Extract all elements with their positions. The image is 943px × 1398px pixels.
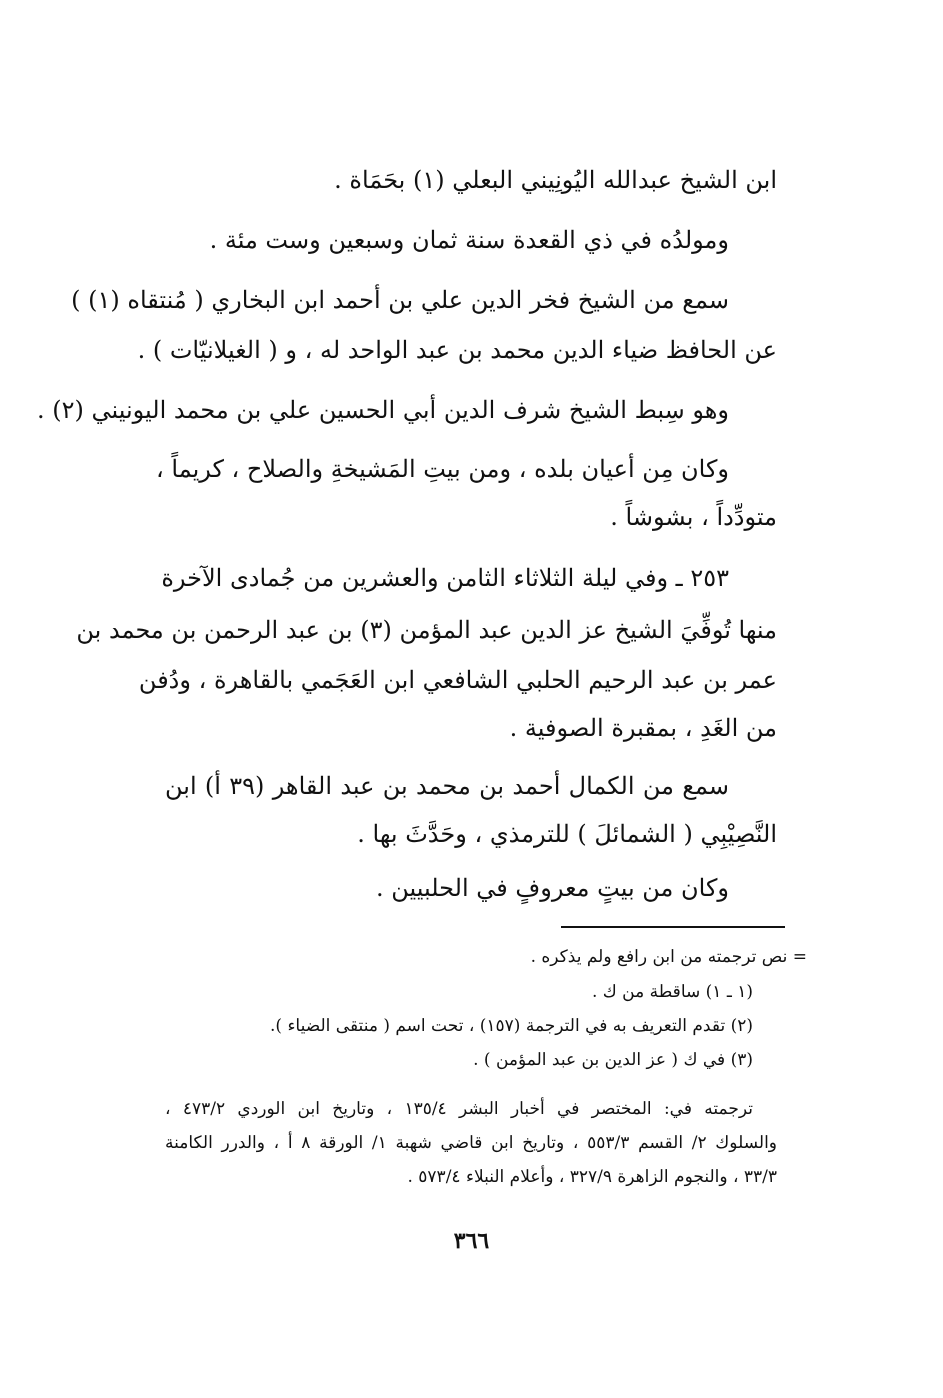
body-line-1: ابن الشيخ عبدالله اليُونِيني البعلي (١) بحَمَاة .: [334, 166, 777, 194]
footnote-2: (٢) تقدم التعريف به في الترجمة (١٥٧) ، تحت اسم ( منتقى الضياء ).: [270, 1016, 753, 1036]
footnote-3: (٣) في ك ( عز الدين بن عبد المؤمن ) .: [473, 1050, 753, 1070]
footnote-separator: [561, 926, 785, 928]
entry-253-heading-line: ٢٥٣ ـ وفي ليلة الثلاثاء الثامن والعشرين من جُمادى الآخرة: [161, 564, 729, 592]
body-line-11: من الغَدِ ، بمقبرة الصوفية .: [509, 714, 777, 742]
body-line-2: ومولدُه في ذي القعدة سنة ثمان وسبعين وست مئة .: [209, 226, 729, 254]
sources-line-1: ترجمته في: المختصر في أخبار البشر ١٣٥/٤ ، وتاريخ ابن الوردي ٤٧٣/٢ ،: [165, 1099, 753, 1119]
sources-line-3: ٣٣/٣ ، والنجوم الزاهرة ٣٢٧/٩ ، وأعلام النبلاء ٥٧٣/٤ .: [407, 1167, 777, 1187]
footnote-continuation: = نص ترجمته من ابن رافع ولم يذكره .: [530, 947, 807, 967]
body-line-12: سمع من الكمال أحمد بن محمد بن عبد القاهر (٣٩ أ) ابن: [165, 772, 730, 800]
body-line-4: عن الحافظ ضياء الدين محمد بن عبد الواحد له ، و ( الغيلانيّات ) .: [137, 336, 777, 364]
body-line-3: سمع من الشيخ فخر الدين علي بن أحمد ابن البخاري ( مُنتقاه (١) ): [71, 286, 729, 314]
body-line-10: عمر بن عبد الرحيم الحلبي الشافعي ابن العَجَمي بالقاهرة ، ودُفن: [138, 666, 777, 694]
body-line-6: وكان مِن أعيان بلده ، ومن بيتِ المَشيخةِ والصلاح ، كريماً ،: [156, 455, 729, 483]
body-line-9: منها تُوفِّيَ الشيخ عز الدين عبد المؤمن (٣) بن عبد الرحمن بن محمد بن: [76, 616, 777, 644]
body-line-7: متودِّداً ، بشوشاً .: [610, 503, 777, 531]
page-number: ٣٦٦: [453, 1228, 490, 1254]
body-line-13: النَّصِيْبِي ( الشمائلَ ) للترمذي ، وحَدَّثَ بها .: [357, 820, 777, 848]
sources-line-2: والسلوك ٢/ القسم ٥٥٣/٣ ، وتاريخ ابن قاضي شهبة ١/ الورقة ٨ أ ، والدرر الكامنة: [165, 1133, 778, 1153]
body-line-5: وهو سِبط الشيخ شرف الدين أبي الحسين علي بن محمد اليونيني (٢) .: [36, 396, 729, 424]
body-line-14: وكان من بيتٍ معروفٍ في الحلبيين .: [375, 874, 729, 902]
footnote-1: (١ ـ ١) ساقطة من ك .: [591, 982, 753, 1002]
